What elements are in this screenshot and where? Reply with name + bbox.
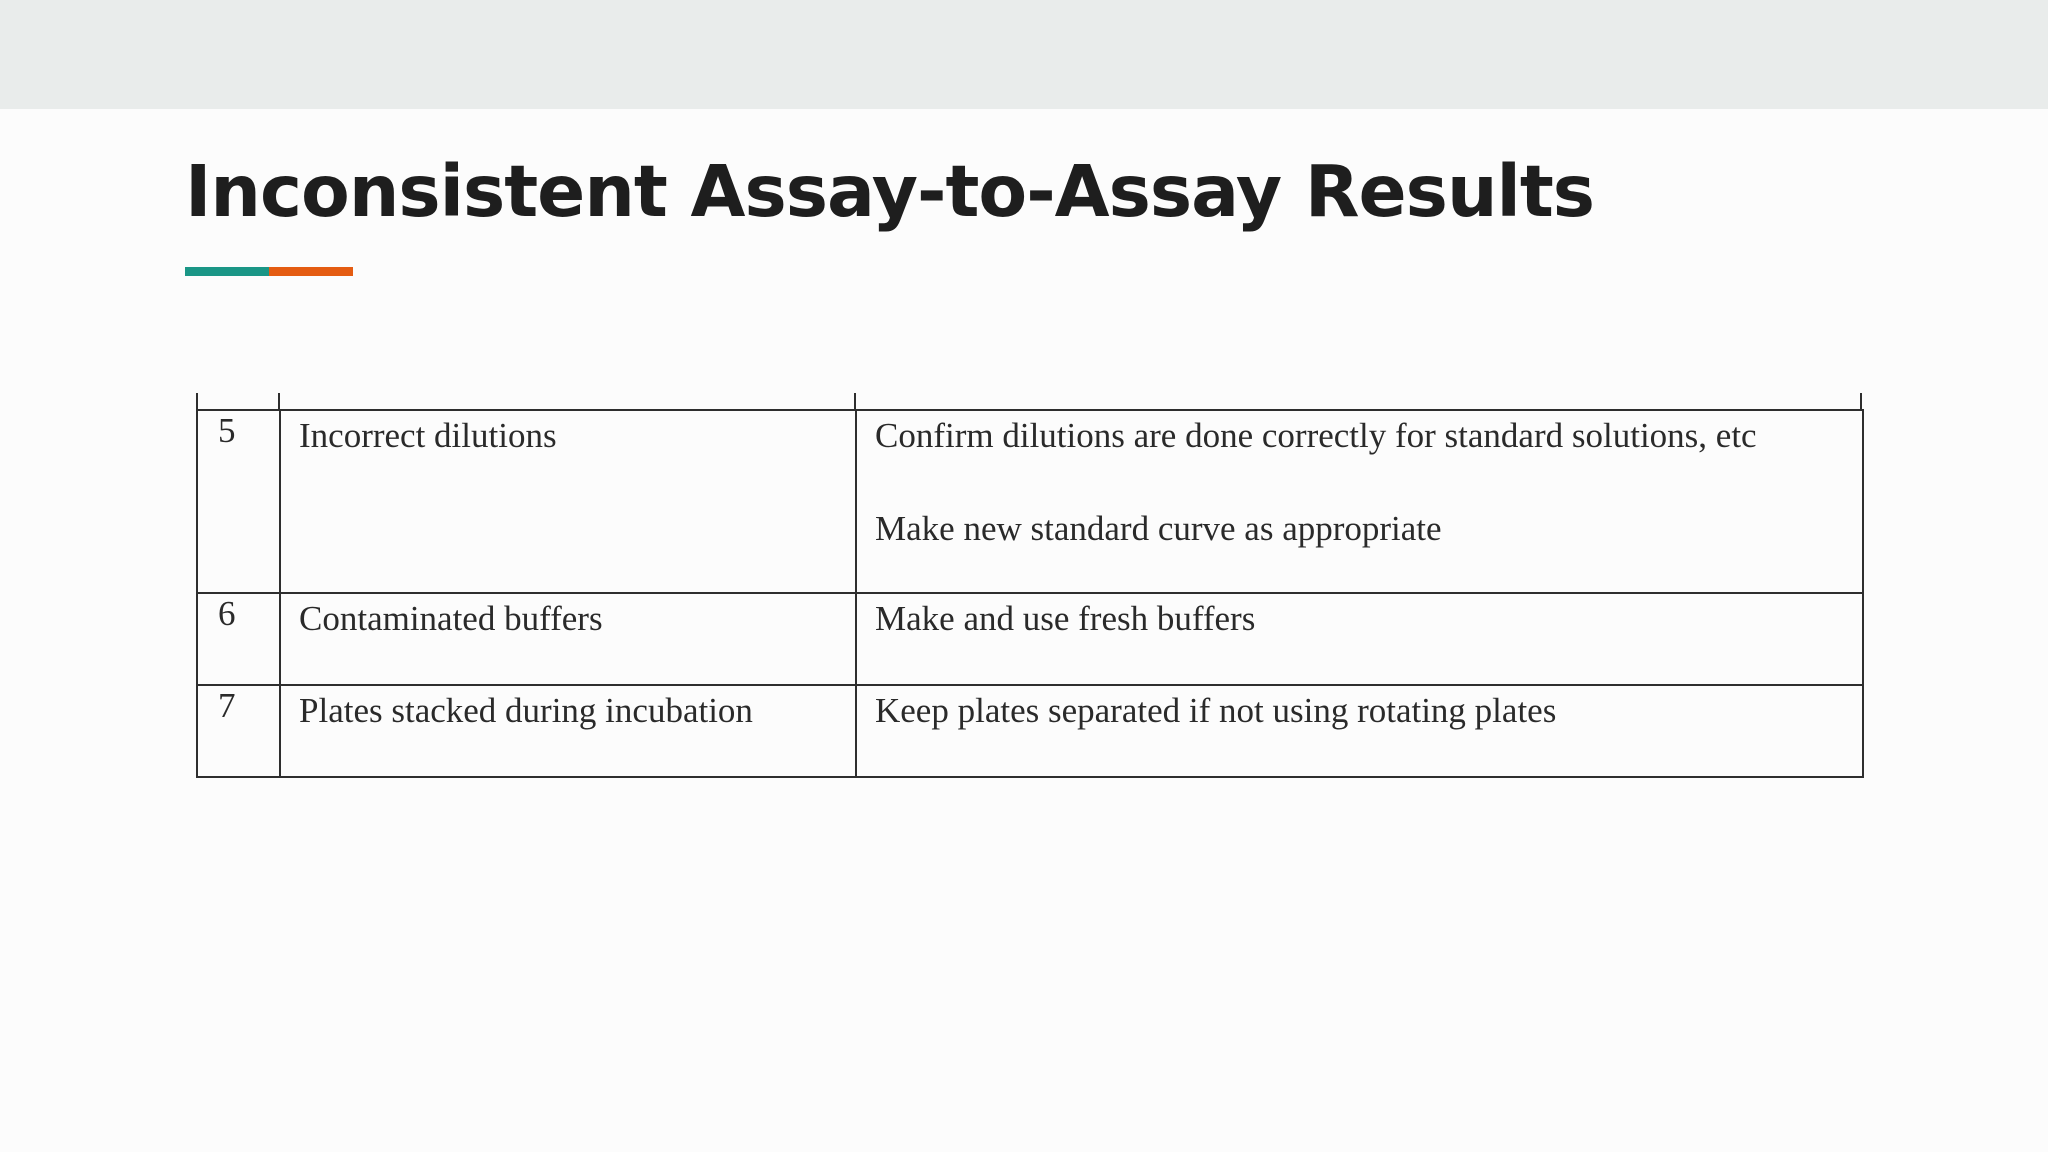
solution-text: Make new standard curve as appropriate (875, 509, 1442, 548)
troubleshooting-table-image (196, 393, 1862, 780)
solution-cell (856, 410, 1863, 593)
troubleshooting-table (196, 409, 1864, 778)
table-top-stub (854, 393, 856, 410)
solution-text: Keep plates separated if not using rotating plates (875, 691, 1557, 730)
solution-cell (856, 685, 1863, 777)
row-number: 6 (197, 593, 280, 685)
problem-text: Incorrect dilutions (299, 416, 557, 455)
solution-text: Confirm dilutions are done correctly for standard solutions, etc (875, 416, 1757, 455)
header-band (0, 0, 2048, 109)
table-row (197, 685, 1863, 777)
solution-cell (856, 593, 1863, 685)
table-row (197, 593, 1863, 685)
row-number: 5 (197, 410, 280, 593)
problem-cell (280, 410, 856, 593)
table-top-stub (1860, 393, 1862, 410)
problem-text: Plates stacked during incubation (299, 691, 753, 730)
title-accent-orange (269, 267, 353, 276)
problem-text: Contaminated buffers (299, 599, 603, 638)
row-number: 7 (197, 685, 280, 777)
solution-text: Make and use fresh buffers (875, 599, 1256, 638)
title-accent-teal (185, 267, 269, 276)
table-top-stub (278, 393, 280, 410)
table-top-stub (196, 393, 198, 410)
table-row (197, 410, 1863, 593)
problem-cell (280, 593, 856, 685)
slide-title: Inconsistent Assay-to-Assay Results (185, 150, 1595, 233)
problem-cell (280, 685, 856, 777)
